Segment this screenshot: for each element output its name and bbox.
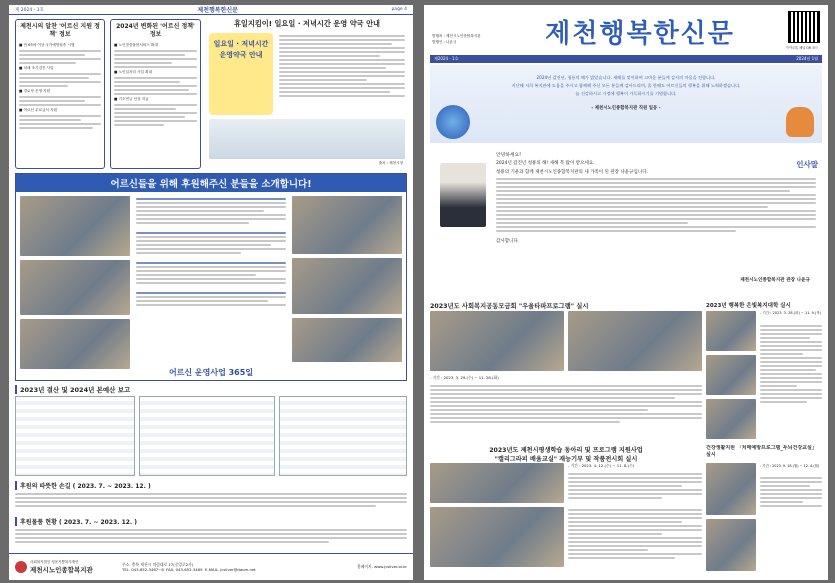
- pharmacy-source: 출처 : 제천시청: [378, 161, 403, 165]
- donation-section: [15, 481, 407, 515]
- publisher-name-tag: 발행인 : 나윤규: [432, 40, 457, 44]
- left-page-header: [9, 5, 413, 15]
- sponsor-section: [15, 173, 407, 381]
- article-1-period: - 기간 : 2023. 3. 29.(수) ~ 11. 28.(화): [430, 375, 499, 380]
- sponsor-photo-2: [20, 260, 130, 315]
- lantern-illustration-icon: [786, 107, 814, 137]
- article-3-photo-1: [430, 463, 564, 503]
- footer-tel: TEL. 043-652-3467~8: [122, 567, 164, 572]
- greeting-line-2: 2024년 갑진년 청룡의 해! 새해 복 많이 받으세요.: [496, 161, 595, 166]
- right-newsletter-page: [424, 5, 828, 580]
- pharmacy-badge: [209, 33, 273, 115]
- article-3-period: - 기간 : 2023. 4. 12.(수) ~ 11. 8.(수): [568, 463, 635, 468]
- policy-item: ■ 노인일자리 사업 확대: [114, 70, 153, 74]
- policy-item: ■ 경로당 운영 지원: [19, 89, 51, 93]
- sponsor-photo-5: [292, 258, 402, 314]
- article-2-photo-3: [706, 399, 756, 439]
- article-depression-program: [430, 301, 702, 441]
- publisher-tags: [432, 33, 481, 45]
- article-4-photo-2: [706, 519, 756, 571]
- footer-email[interactable]: E-MAIL. jcsilver@daum.net: [204, 567, 256, 572]
- article-3-text: [568, 471, 702, 501]
- article-brain-health: [706, 445, 822, 577]
- sponsor-photo-4: [292, 196, 402, 254]
- article-1-text: [430, 383, 702, 425]
- policy-item: ■ 만 65세 이상 국가예방접종 시행: [19, 43, 75, 47]
- masthead: [424, 5, 828, 63]
- policy-item: ■ 치매 조기검진 사업: [19, 66, 54, 70]
- pharmacy-description: [279, 33, 405, 99]
- left-footer: [9, 553, 413, 580]
- policy-item: ■ 기초연금 인상 지급: [114, 97, 149, 101]
- greeting-tag: 인사말: [796, 160, 818, 169]
- sponsor-photo-6: [292, 318, 402, 362]
- greeting-closing: 감사합니다.: [496, 239, 520, 244]
- budget-table-1: [15, 396, 135, 476]
- issue-date: 2024년 1월: [796, 56, 818, 61]
- budget-section: [15, 385, 407, 477]
- pharmacy-title: 휴일지킴이! 일요일 · 저녁시간 운영 약국 안내: [233, 19, 380, 28]
- newsletter-name: 제천행복한신문: [197, 7, 238, 14]
- policy-item: ■ 어르신 무료급식 지원: [19, 108, 58, 112]
- pharmacy-map: [209, 119, 405, 159]
- article-3-title-1: 2023년도 제천시평생학습 동아리 및 프로그램 지원사업: [489, 447, 643, 454]
- sponsor-title-bar: [16, 174, 406, 192]
- qr-code-icon: [788, 11, 820, 43]
- article-4-title: 건강생활지원 「치매예방프로그램_두뇌건강교실」 실시: [706, 445, 817, 458]
- policy-box-2: [110, 19, 201, 169]
- article-calligraphy: [430, 445, 702, 577]
- policy-title-1: 제천시의 알찬 '어르신 지원 정책' 정보: [20, 23, 100, 38]
- issue-number: 제 2024 - 1호: [15, 7, 44, 13]
- issue-label: 제2024 - 1호: [434, 56, 459, 61]
- donation-list: [15, 493, 407, 507]
- article-2-text: [760, 323, 822, 405]
- new-year-banner: [430, 65, 822, 143]
- article-2-period: - 기간 : 2023. 3. 28.(화) ~ 11. 9.(목): [760, 311, 822, 315]
- footer-org-small: 사회복지법인 청운기쁨복지재단: [30, 560, 79, 564]
- banner-line-3: 늘 건강하시고 가정에 행복이 가득하시기를 기원합니다.: [575, 91, 677, 96]
- pharmacy-section: [207, 19, 407, 169]
- goods-list: [15, 529, 407, 543]
- publisher-tag: 발행처 : 제천시노인종합복지관: [432, 34, 481, 38]
- sponsor-banner: 어르신 운영사업 365일: [168, 368, 254, 377]
- greeting-body: [496, 151, 816, 244]
- greeting-line-3: 청룡의 기운과 함께 제천시노인종합복지관의 새 가족이 된 관장 나윤규입니다.: [496, 170, 648, 175]
- donation-title: 후원의 따뜻한 손길 ( 2023. 7. ~ 2023. 12. ): [15, 481, 407, 490]
- budget-table-3: [279, 396, 407, 476]
- article-4-period: - 기간 : 2023. 9. 18.(월) ~ 12. 4.(월): [760, 464, 820, 468]
- sponsor-photo-3: [20, 319, 130, 369]
- banner-line-2: 지난해 저희 복지관에 도움을 주시고 함께해 주신 모든 분들께 감사드리며, 올 한해도 어르신들의 행복을 위해 노력하겠습니다.: [511, 83, 741, 88]
- policy-list-1: [19, 43, 101, 129]
- greeting-section: [430, 147, 822, 297]
- article-3-title-2: "캘리그라피 배움교실" 재능기부 및 작품전시회 실시: [494, 456, 638, 463]
- banner-sign: - 제천시노인종합복지관 직원 일동 -: [591, 106, 661, 111]
- budget-table-2: [139, 396, 275, 476]
- sponsor-title: 어르신들을 위해 후원해주신 분들을 소개합니다!: [110, 179, 312, 190]
- policy-title-2: 2024년 변화된 '어르신 정책' 정보: [116, 23, 195, 38]
- dragon-illustration-icon: [436, 105, 470, 139]
- article-2-title: 2023년 행복한 은빛복지대학 실시: [706, 303, 791, 309]
- sponsor-photo-1: [20, 196, 130, 256]
- goods-section: [15, 517, 407, 551]
- goods-title: 후원물품 현황 ( 2023. 7. ~ 2023. 12. ): [15, 517, 407, 526]
- article-2-photo-1: [706, 311, 756, 351]
- director-photo: [440, 163, 486, 227]
- policy-item: ■ 노인맞춤돌봄서비스 확대: [114, 43, 158, 47]
- pharmacy-badge-text: 일요일 · 저녁시간 운영약국 안내: [213, 40, 269, 59]
- footer-address: 주소. 충북 제천시 의림대로 17(중앙로2가): [122, 562, 194, 567]
- budget-title: 2023년 결산 및 2024년 본예산 보고: [15, 385, 407, 394]
- article-3-photo-2: [430, 507, 564, 567]
- article-1-photo-2: [568, 311, 702, 371]
- footer-contact: [122, 562, 357, 572]
- banner-line-1: 2024년 갑진년, 청룡의 해가 밝았습니다. 새해를 맞이하여 고마운 분들께 감사의 마음을 전합니다.: [536, 75, 716, 80]
- issue-bar: [430, 55, 822, 63]
- article-4-text: [760, 475, 822, 509]
- article-3-text-2: [568, 507, 702, 561]
- page-number: page 4: [391, 7, 407, 12]
- masthead-title: 제천행복한신문: [545, 19, 735, 49]
- left-newsletter-page: [9, 5, 413, 580]
- footer-org-block: [30, 560, 122, 574]
- article-1-photo-1: [430, 311, 564, 371]
- greeting-hello: 안녕하세요!: [496, 153, 522, 158]
- policy-box-1: [15, 19, 105, 169]
- footer-fax: FAX. 043-652-3469: [166, 567, 203, 572]
- article-silver-college: [706, 301, 822, 441]
- footer-org: 제천시노인종합복지관: [30, 566, 93, 574]
- article-4-photo-1: [706, 463, 756, 515]
- welfare-logo-icon: [15, 561, 27, 573]
- greeting-signer: 제천시노인종합복지관 관장 나윤규: [740, 278, 810, 283]
- senior-policy-section: [15, 19, 201, 169]
- article-1-title: 2023년도 사회복지공동모금회 "우울타파프로그램" 실시: [430, 303, 589, 310]
- qr-label: 카카오톡 채널 QR 코드: [785, 46, 819, 50]
- footer-homepage[interactable]: 홈페이지. www.jcsilver.or.kr: [357, 564, 407, 569]
- sponsor-text: [136, 196, 286, 308]
- article-2-photo-2: [706, 355, 756, 395]
